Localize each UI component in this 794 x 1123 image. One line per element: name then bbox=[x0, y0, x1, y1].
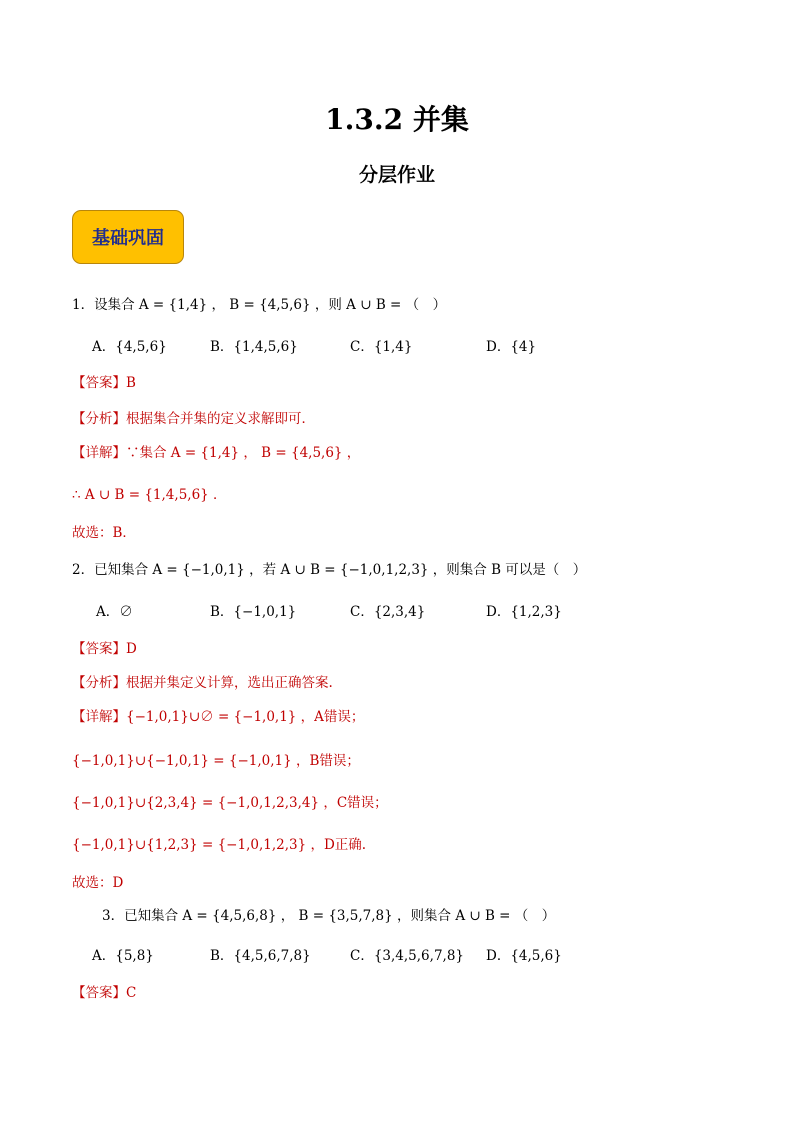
question-1-stem: 1．设集合 A = {1,4} ， B = {4,5,6} ，则 A ∪ B = （ ） bbox=[72, 297, 447, 313]
question-1-conclusion: 故选：B． bbox=[72, 525, 136, 541]
detail-text: {−1,0,1}∪∅ = {−1,0,1} ，A错误； bbox=[126, 709, 365, 725]
question-1-detail bbox=[72, 444, 360, 462]
page-title: 1.3.2 并集 bbox=[325, 103, 469, 136]
question-2-detail bbox=[72, 708, 364, 726]
question-2-stem: 2．已知集合 A = {−1,0,1} ，若 A ∪ B = {−1,0,1,2,3} ，则集合 B 可以是（ ） bbox=[72, 562, 587, 578]
answer-tag: 【答案】 bbox=[72, 375, 126, 391]
question-1-option-a: A．{4,5,6} bbox=[92, 339, 167, 355]
question-1-analysis bbox=[72, 410, 315, 428]
question-2-conclusion: 故选：D bbox=[72, 875, 124, 891]
question-2-option-b: B．{−1,0,1} bbox=[210, 604, 297, 620]
analysis-tag: 【分析】 bbox=[72, 411, 126, 427]
question-3-answer bbox=[72, 984, 136, 1002]
question-1-option-d: D．{4} bbox=[486, 339, 537, 355]
detail-tag: 【详解】 bbox=[72, 709, 126, 725]
question-2-detail-line-b: {−1,0,1}∪{−1,0,1} = {−1,0,1} ，B错误； bbox=[72, 753, 360, 769]
question-2-option-d: D．{1,2,3} bbox=[486, 604, 562, 620]
question-3-option-b: B．{4,5,6,7,8} bbox=[210, 948, 311, 964]
answer-tag: 【答案】 bbox=[72, 641, 126, 657]
answer-value: B bbox=[126, 375, 136, 391]
question-2-detail-line-d: {−1,0,1}∪{1,2,3} = {−1,0,1,2,3} ，D正确. bbox=[72, 837, 367, 853]
analysis-text: 根据集合并集的定义求解即可． bbox=[126, 411, 315, 427]
question-3-option-a: A．{5,8} bbox=[92, 948, 154, 964]
section-badge: 基础巩固 bbox=[72, 210, 184, 264]
question-2-analysis bbox=[72, 674, 333, 692]
question-2-detail-line-c: {−1,0,1}∪{2,3,4} = {−1,0,1,2,3,4} ，C错误； bbox=[72, 795, 388, 811]
question-3-option-c: C．{3,4,5,6,7,8} bbox=[350, 948, 464, 964]
analysis-text: 根据并集定义计算，选出正确答案. bbox=[126, 675, 333, 691]
analysis-tag: 【分析】 bbox=[72, 675, 126, 691]
question-3-option-d: D．{4,5,6} bbox=[486, 948, 562, 964]
detail-text: ∵集合 A = {1,4} ， B = {4,5,6} ， bbox=[126, 445, 361, 461]
question-1-option-c: C．{1,4} bbox=[350, 339, 413, 355]
question-2-option-a: A．∅ bbox=[96, 604, 133, 620]
page-subtitle: 分层作业 bbox=[358, 164, 435, 186]
question-1-detail-line: ∴ A ∪ B = {1,4,5,6} ． bbox=[72, 487, 227, 503]
answer-tag: 【答案】 bbox=[72, 985, 126, 1001]
question-2-option-c: C．{2,3,4} bbox=[350, 604, 426, 620]
detail-tag: 【详解】 bbox=[72, 445, 126, 461]
answer-value: C bbox=[126, 985, 137, 1001]
question-1-answer bbox=[72, 374, 136, 392]
question-2-answer bbox=[72, 640, 137, 658]
question-3-stem: 3．已知集合 A = {4,5,6,8} ， B = {3,5,7,8} ，则集合 A ∪ B = （ ） bbox=[102, 908, 556, 924]
question-1-option-b: B．{1,4,5,6} bbox=[210, 339, 298, 355]
answer-value: D bbox=[126, 641, 137, 657]
